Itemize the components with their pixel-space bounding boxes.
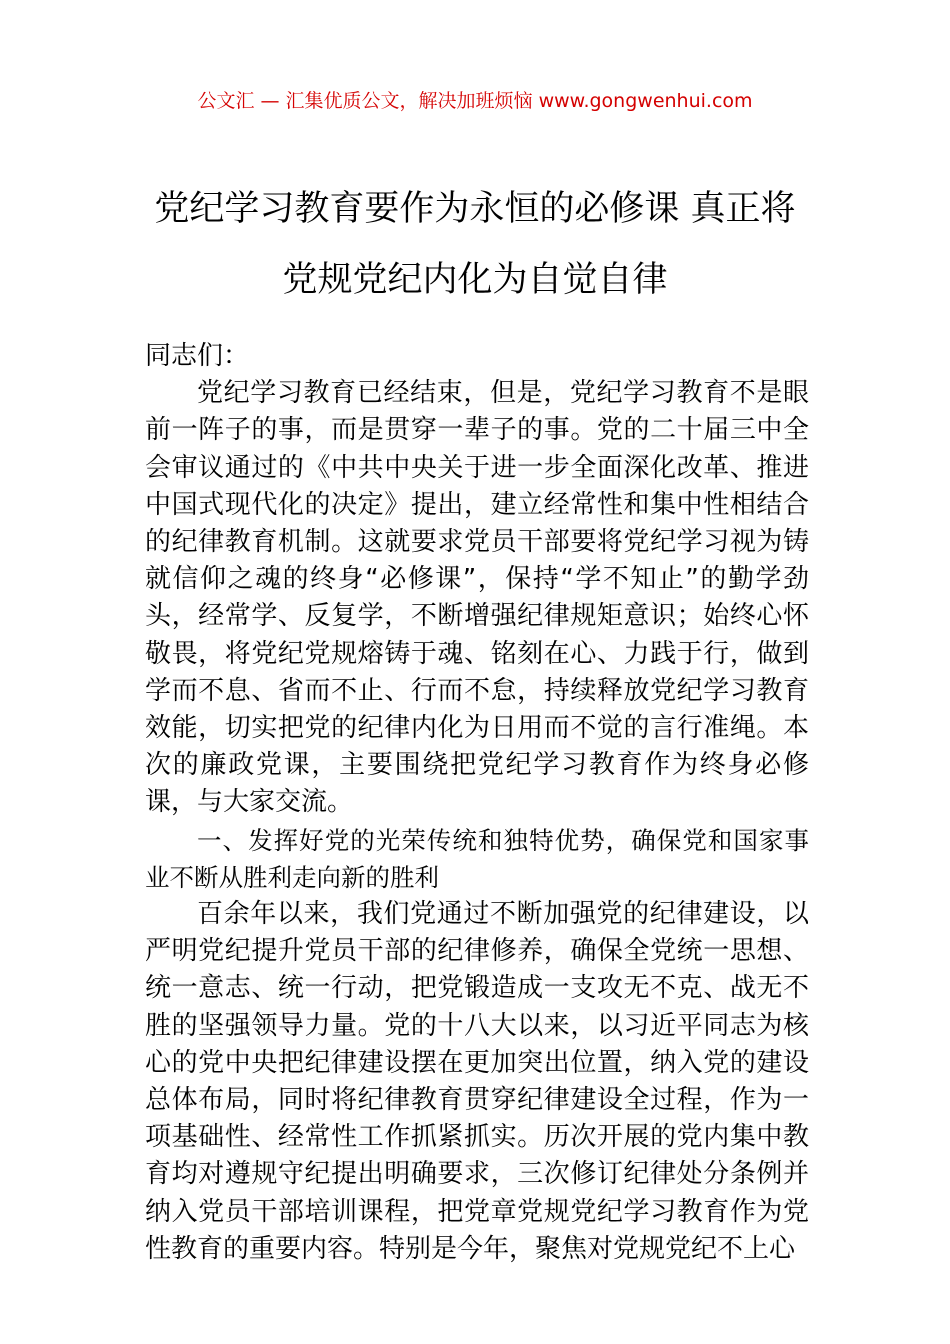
document-title-line-2: 党规党纪内化为自觉自律 (282, 260, 668, 300)
salutation: 同志们： (145, 341, 250, 371)
document-body (145, 338, 809, 1268)
paragraph-history: 百余年以来，我们党通过不断加强党的纪律建设，以严明党纪提升党员干部的纪律修养，确保全党统一思想、统一意志、统一行动，把党锻造成一支攻无不克、战无不胜的坚强领导力量。党的十八大以来，以习近平同志为核心的党中央把纪律建设摆在更加突出位置，纳入党的建设总体布局，同时将纪律教育贯穿纪律建设全过程，作为一项基础性、经常性工作抓紧抓实。历次开展的党内集中教育均对遵规守纪提出明确要求，三次修订纪律处分条例并纳入党员干部培训课程，把党章党规党纪学习教育作为党性教育的重要内容。特别是今年，聚焦对党规党纪不上心 (145, 899, 809, 1264)
document-title-line-1: 党纪学习教育要作为永恒的必修课 真正将 (154, 189, 796, 229)
site-banner: 公文汇 — 汇集优质公文，解决加班烦恼 www.gongwenhui.com (197, 90, 753, 112)
section-heading-1: 一、发挥好党的光荣传统和独特优势，确保党和国家事业不断从胜利走向新的胜利 (145, 825, 809, 892)
paragraph-intro: 党纪学习教育已经结束，但是，党纪学习教育不是眼前一阵子的事，而是贯穿一辈子的事。党的二十届三中全会审议通过的《中共中央关于进一步全面深化改革、推进中国式现代化的决定》提出，建立经常性和集中性相结合的纪律教育机制。这就要求党员干部要将党纪学习视为铸就信仰之魂的终身“必修课”，保持“学不知止”的勤学劲头，经常学、反复学，不断增强纪律规矩意识；始终心怀敬畏，将党纪党规熔铸于魂、铭刻在心、力践于行，做到学而不息、省而不止、行而不怠，持续释放党纪学习教育效能，切实把党的纪律内化为日用而不觉的言行准绳。本次的廉政党课，主要围绕把党纪学习教育作为终身必修课，与大家交流。 (145, 378, 809, 818)
